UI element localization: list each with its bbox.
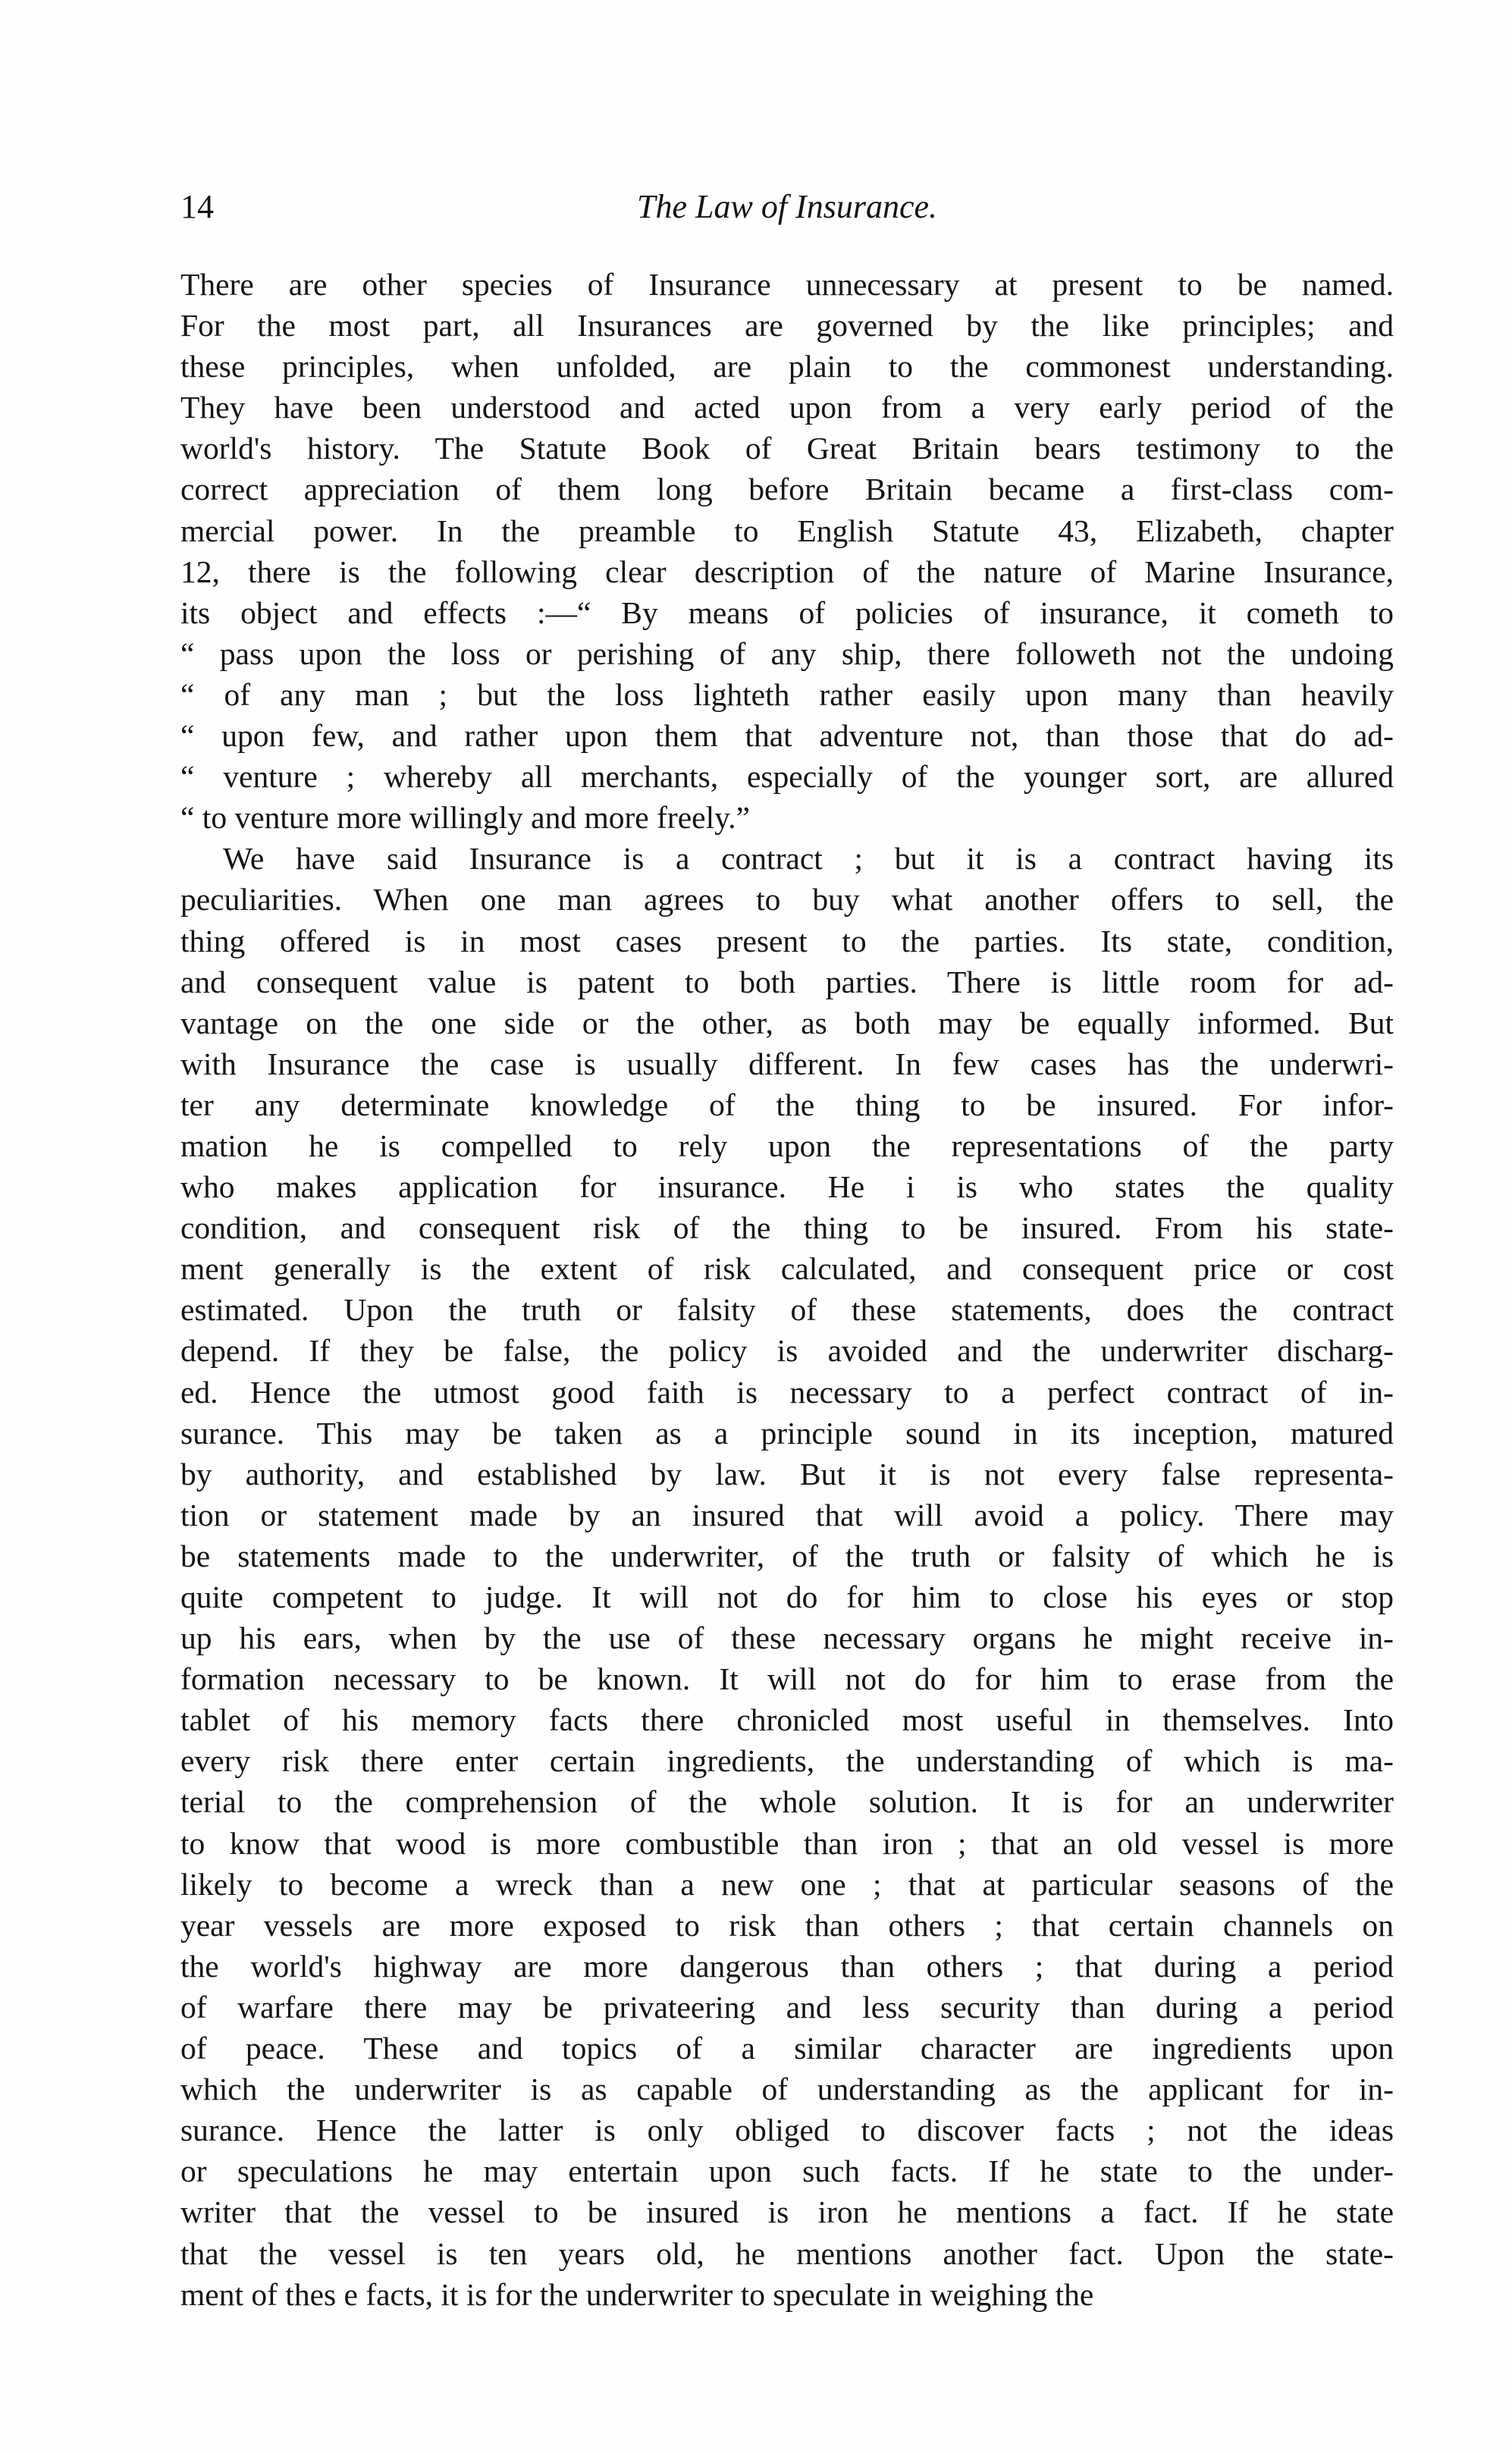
text-line: to know that wood is more combustible than iron ; that an old vessel is more [180, 1825, 1394, 1861]
text-line: year vessels are more exposed to risk than others ; that certain channels on [180, 1907, 1394, 1943]
text-line: “ to venture more willingly and more freely.” [180, 800, 750, 836]
text-line: surance. Hence the latter is only obliged to discover facts ; not the ideas [180, 2113, 1394, 2148]
text-line: ment generally is the extent of risk calculated, and consequent price or cost [180, 1251, 1394, 1287]
text-line: ment of thes e facts, it is for the underwriter to speculate in weighing the [180, 2276, 1094, 2312]
text-line: quite competent to judge. It will not do for him to close his eyes or stop [180, 1579, 1394, 1614]
text-line: tion or statement made by an insured that will avoid a policy. There may [180, 1497, 1394, 1532]
text-line: its object and effects :—“ By means of policies of insurance, it cometh to [180, 594, 1394, 630]
text-line: who makes application for insurance. He i is who states the quality [180, 1169, 1394, 1205]
text-line: depend. If they be false, the policy is avoided and the underwriter discharg- [180, 1333, 1394, 1369]
text-line: mation he is compelled to rely upon the representations of the party [180, 1128, 1394, 1163]
text-line: these principles, when unfolded, are plain to the commonest understanding. [180, 349, 1394, 384]
text-line: by authority, and established by law. But it is not every false representa- [180, 1456, 1394, 1492]
text-line: up his ears, when by the use of these necessary organs he might receive in- [180, 1620, 1394, 1656]
text-line: likely to become a wreck than a new one ; that at particular seasons of the [180, 1866, 1394, 1902]
text-line: surance. This may be taken as a principle sound in its inception, matured [180, 1415, 1394, 1451]
text-line: For the most part, all Insurances are governed by the like principles; and [180, 308, 1394, 343]
text-line: 12, there is the following clear description of the nature of Marine Insurance, [180, 554, 1394, 589]
text-line: ed. Hence the utmost good faith is necessary to a perfect contract of in- [180, 1374, 1394, 1410]
text-line: “ of any man ; but the loss lighteth rather easily upon many than heavily [180, 676, 1394, 712]
text-line: vantage on the one side or the other, as both may be equally informed. But [180, 1005, 1394, 1040]
text-line: ter any determinate knowledge of the thing to be insured. For infor- [180, 1087, 1394, 1122]
text-line: terial to the comprehension of the whole solution. It is for an underwriter [180, 1784, 1394, 1820]
text-line: peculiarities. When one man agrees to buy what another offers to sell, the [180, 882, 1394, 918]
text-line: condition, and consequent risk of the thing to be insured. From his state- [180, 1210, 1394, 1246]
page-header [180, 180, 1394, 234]
text-line: writer that the vessel to be insured is iron he mentions a fact. If he state [180, 2194, 1394, 2230]
text-line: be statements made to the underwriter, of the truth or falsity of which he is [180, 1538, 1394, 1573]
text-line: “ venture ; whereby all merchants, especially of the younger sort, are allured [180, 759, 1394, 795]
text-line: and consequent value is patent to both parties. There is little room for ad- [180, 964, 1394, 999]
text-line: which the underwriter is as capable of understanding as the applicant for in- [180, 2072, 1394, 2107]
text-line: of warfare there may be privateering and less security than during a period [180, 1989, 1394, 2025]
text-line: mercial power. In the preamble to English Statute 43, Elizabeth, chapter [180, 513, 1394, 548]
text-line: We have said Insurance is a contract ; but it is a contract having its [223, 841, 1394, 877]
text-line: of peace. These and topics of a similar character are ingredients upon [180, 2031, 1394, 2066]
text-line: formation necessary to be known. It will not do for him to erase from the [180, 1661, 1394, 1697]
text-line: world's history. The Statute Book of Great Britain bears testimony to the [180, 431, 1394, 466]
text-line: estimated. Upon the truth or falsity of these statements, does the contract [180, 1292, 1394, 1328]
text-line: tablet of his memory facts there chronicled most useful in themselves. Into [180, 1702, 1394, 1738]
text-line: the world's highway are more dangerous than others ; that during a period [180, 1948, 1394, 1984]
text-line: correct appreciation of them long before Britain became a first-class com- [180, 472, 1394, 507]
running-title: The Law of Insurance. [637, 188, 937, 225]
text-line: “ upon few, and rather upon them that adventure not, than those that do ad- [180, 718, 1394, 754]
text-line: every risk there enter certain ingredients, the understanding of which is ma- [180, 1743, 1394, 1779]
text-line: that the vessel is ten years old, he mentions another fact. Upon the state- [180, 2235, 1394, 2271]
page-number: 14 [180, 188, 214, 225]
text-line: They have been understood and acted upon from a very early period of the [180, 390, 1394, 425]
text-line: thing offered is in most cases present to the parties. Its state, condition, [180, 923, 1394, 958]
text-line: “ pass upon the loss or perishing of any ship, there followeth not the undoing [180, 635, 1394, 671]
body-text [180, 264, 1394, 2315]
text-line: or speculations he may entertain upon such facts. If he state to the under- [180, 2153, 1394, 2189]
text-line: with Insurance the case is usually different. In few cases has the underwri- [180, 1046, 1394, 1081]
text-line: There are other species of Insurance unnecessary at present to be named. [180, 267, 1394, 302]
